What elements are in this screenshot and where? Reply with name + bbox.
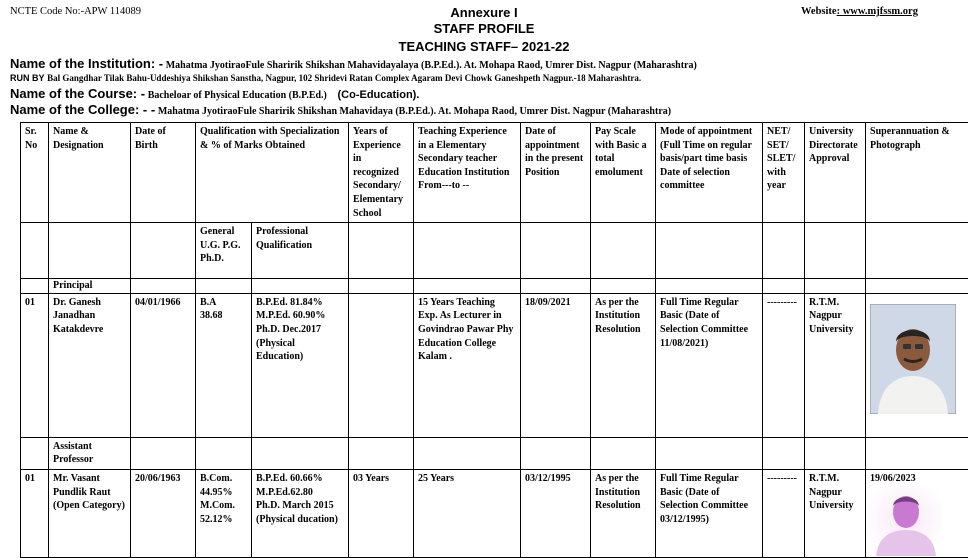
university-cell: R.T.M. Nagpur University [805,293,866,437]
net-cell: --------- [763,469,805,557]
general-line: B.A [200,296,247,310]
staff-table [20,122,968,558]
col-years-experience: Years of Experience in recognized Secondary/ Elementary School [349,123,414,223]
runby-label: RUN BY [10,73,45,83]
mode-cell: Full Time Regular Basic (Date of Selection Committee 03/12/1995) [656,469,763,557]
professional-line: B.P.Ed. 60.66% [256,472,344,486]
designation-assistant: Assistant Professor [49,437,131,469]
col-dob: Date of Birth [131,123,196,223]
professional-line: Ph.D. Dec.2017 [256,323,344,337]
subhead-general: General U.G. P.G. Ph.D. [196,223,252,279]
subhead-professional: Professional Qualification [252,223,349,279]
section-row-principal [21,279,968,294]
professional-line: (Physical Education) [256,337,344,364]
net-cell: --------- [763,293,805,437]
professional-line: (Physical ducation) [256,513,344,527]
annexure-title: Annexure I [0,5,968,20]
dob-cell: 20/06/1963 [131,469,196,557]
subheader-row [21,223,968,279]
professional-cell [252,293,349,437]
website[interactable] [801,6,918,17]
university-cell: R.T.M. Nagpur University [805,469,866,557]
teaching-staff-title: TEACHING STAFF– 2021-22 [0,39,968,54]
general-cell [196,469,252,557]
sr-cell: 01 [21,293,49,437]
general-cell [196,293,252,437]
designation-principal: Principal [49,279,131,294]
col-name: Name & Designation [49,123,131,223]
photo-cell [866,293,968,437]
institution-label: Name of the Institution: - [10,56,163,71]
course-value: Bacheloar of Physical Education (B.P.Ed.) [148,90,327,101]
col-superannuation: Superannuation & Photograph [866,123,968,223]
col-net-set: NET/ SET/ SLET/ with year [763,123,805,223]
general-line: 52.12% [200,513,247,527]
teaching-cell: 25 Years [414,469,521,557]
col-qualification: Qualification with Specialization & % of Marks Obtained [196,123,349,223]
col-university: University Directorate Approval [805,123,866,223]
superannuation-date: 19/06/2023 [870,472,964,486]
general-line: 38.68 [200,309,247,323]
professional-cell [252,469,349,557]
course-extra: (Co-Education). [338,89,420,101]
college-value: Mahatma JyotiraoFule Sharirik Shikshan Mahavidaya (B.P.Ed.). At. Mohapa Raod, Umrer Dist. Nagpur (Maharashtra) [158,106,671,117]
header-row [21,123,968,223]
date-appointment-cell: 03/12/1995 [521,469,591,557]
date-appointment-cell: 18/09/2021 [521,293,591,437]
runby-row [10,73,641,84]
general-line: M.Com. [200,499,247,513]
col-pay-scale: Pay Scale with Basic a total emolument [591,123,656,223]
principal-photo [870,304,956,414]
professional-line: M.P.Ed. 60.90% [256,309,344,323]
section-row-assistant [21,437,968,469]
general-line: 44.95% [200,486,247,500]
ncte-code: NCTE Code No:-APW 114089 [10,6,141,17]
table-row [21,293,968,437]
pay-cell: As per the Institution Resolution [591,293,656,437]
dob-cell: 04/01/1966 [131,293,196,437]
runby-value: Bal Gangdhar Tilak Bahu-Uddeshiya Shikshan Sanstha, Nagpur, 102 Shridevi Ratan Complex Agaram Devi Chowk Ganeshpeth Nagpur.-18 Maharashtra. [47,73,641,83]
mode-cell: Full Time Regular Basic (Date of Selection Committee 11/08/2021) [656,293,763,437]
assistant-photo [870,488,942,556]
sr-cell: 01 [21,469,49,557]
website-link[interactable]: : www.mjfssm.org [837,6,918,17]
name-cell: Mr. Vasant Pundlik Raut (Open Category) [49,469,131,557]
course-row [10,86,419,101]
professional-line: M.P.Ed.62.80 [256,486,344,500]
college-row [10,102,671,117]
years-cell [349,293,414,437]
website-label: Website [801,6,837,17]
years-cell: 03 Years [349,469,414,557]
col-teaching-experience: Teaching Experience in a Elementary Secondary teacher Education Institution From---to -- [414,123,521,223]
superannuation-cell [866,469,968,557]
staff-profile-title: STAFF PROFILE [0,21,968,36]
college-label: Name of the College: - - [10,102,155,117]
pay-cell: As per the Institution Resolution [591,469,656,557]
institution-row [10,56,697,71]
col-sr-no: Sr. No [21,123,49,223]
course-label: Name of the Course: - [10,86,145,101]
institution-value: Mahatma JyotiraoFule Sharirik Shikshan Mahavidayalaya (B.P.Ed.). At. Mohapa Raod, Umrer Dist. Nagpur (Maharashtra) [166,60,697,71]
col-mode-appointment: Mode of appointment (Full Time on regular basis/part time basis Date of selection committee [656,123,763,223]
professional-line: B.P.Ed. 81.84% [256,296,344,310]
teaching-cell: 15 Years Teaching Exp. As Lecturer in Govindrao Pawar Phy Education College Kalam . [414,293,521,437]
name-cell: Dr. Ganesh Janadhan Katakdevre [49,293,131,437]
general-line: B.Com. [200,472,247,486]
table-row [21,469,968,557]
col-date-appointment: Date of appointment in the present Position [521,123,591,223]
professional-line: Ph.D. March 2015 [256,499,344,513]
